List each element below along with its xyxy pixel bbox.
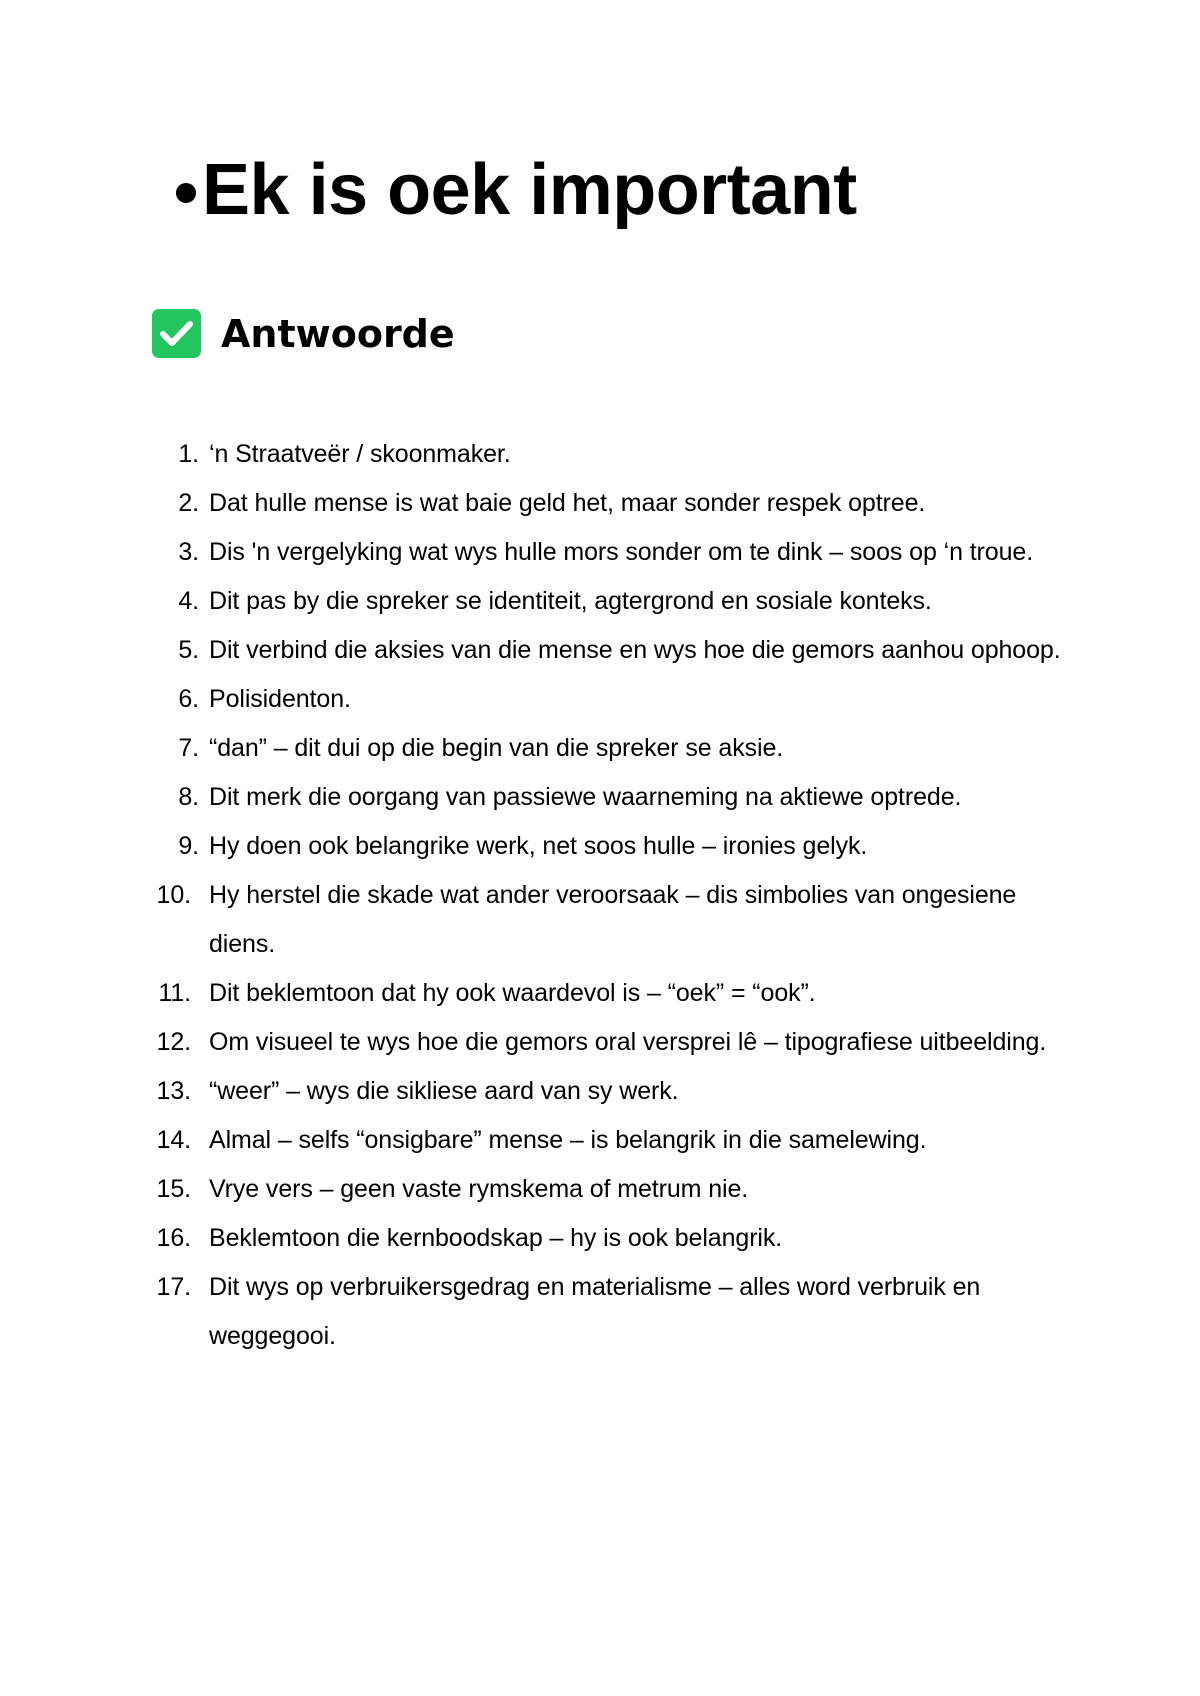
list-item [0,626,1200,675]
list-item [0,675,1200,724]
list-item [0,479,1200,528]
item-number: 7. [178,734,199,762]
item-number: 17. [156,1273,191,1301]
list-item [0,1263,1200,1361]
list-item [0,1067,1200,1116]
item-number: 12. [156,1028,191,1056]
item-number: 8. [178,783,199,811]
item-text: Beklemtoon die kernboodskap – hy is ook belangrik. [209,1224,783,1252]
item-number: 6. [178,685,199,713]
item-text: Dit verbind die aksies van die mense en wys hoe die gemors aanhou ophoop. [209,636,1061,664]
title-row [176,148,857,232]
section-heading-row [152,309,455,358]
list-item [0,1116,1200,1165]
item-text: Hy herstel die skade wat ander veroorsaak – dis simbolies van ongesiene diens. [209,881,1017,958]
list-item [0,528,1200,577]
item-text: Dit beklemtoon dat hy ook waardevol is – “oek” = “ook”. [209,979,816,1007]
item-text: ‘n Straatveër / skoonmaker. [209,440,511,468]
title-bullet [176,183,196,203]
item-text: Polisidenton. [209,685,351,713]
list-item [0,822,1200,871]
item-number: 13. [156,1077,191,1105]
item-number: 4. [178,587,199,615]
list-item [0,773,1200,822]
item-text: Dis 'n vergelyking wat wys hulle mors sonder om te dink – soos op ‘n troue. [209,538,1034,566]
item-text: Hy doen ook belangrike werk, net soos hulle – ironies gelyk. [209,832,868,860]
list-item [0,1018,1200,1067]
item-number: 1. [178,440,199,468]
item-number: 16. [156,1224,191,1252]
list-item [0,1165,1200,1214]
item-number: 3. [178,538,199,566]
item-number: 5. [178,636,199,664]
item-number: 15. [156,1175,191,1203]
item-text: Dit pas by die spreker se identiteit, agtergrond en sosiale konteks. [209,587,932,615]
item-number: 2. [178,489,199,517]
item-text: Dat hulle mense is wat baie geld het, maar sonder respek optree. [209,489,926,517]
item-number: 14. [156,1126,191,1154]
item-text: Almal – selfs “onsigbare” mense – is belangrik in die samelewing. [209,1126,927,1154]
item-text: Dit merk die oorgang van passiewe waarneming na aktiewe optrede. [209,783,962,811]
item-number: 9. [178,832,199,860]
item-text: Vrye vers – geen vaste rymskema of metrum nie. [209,1175,749,1203]
check-mark-icon [152,309,201,358]
item-text: “weer” – wys die sikliese aard van sy werk. [209,1077,679,1105]
section-heading: Antwoorde [221,311,455,356]
answers-list [0,430,1200,1361]
list-item [0,724,1200,773]
list-item [0,577,1200,626]
page-title: Ek is oek important [202,150,857,230]
item-number: 10. [156,881,191,909]
list-item [0,871,1200,969]
item-text: Om visueel te wys hoe die gemors oral versprei lê – tipografiese uitbeelding. [209,1028,1047,1056]
item-text: Dit wys op verbruikersgedrag en materialisme – alles word verbruik en weggegooi. [209,1273,981,1350]
list-item [0,430,1200,479]
list-item [0,1214,1200,1263]
item-text: “dan” – dit dui op die begin van die spreker se aksie. [209,734,784,762]
list-item [0,969,1200,1018]
item-number: 11. [158,979,191,1007]
